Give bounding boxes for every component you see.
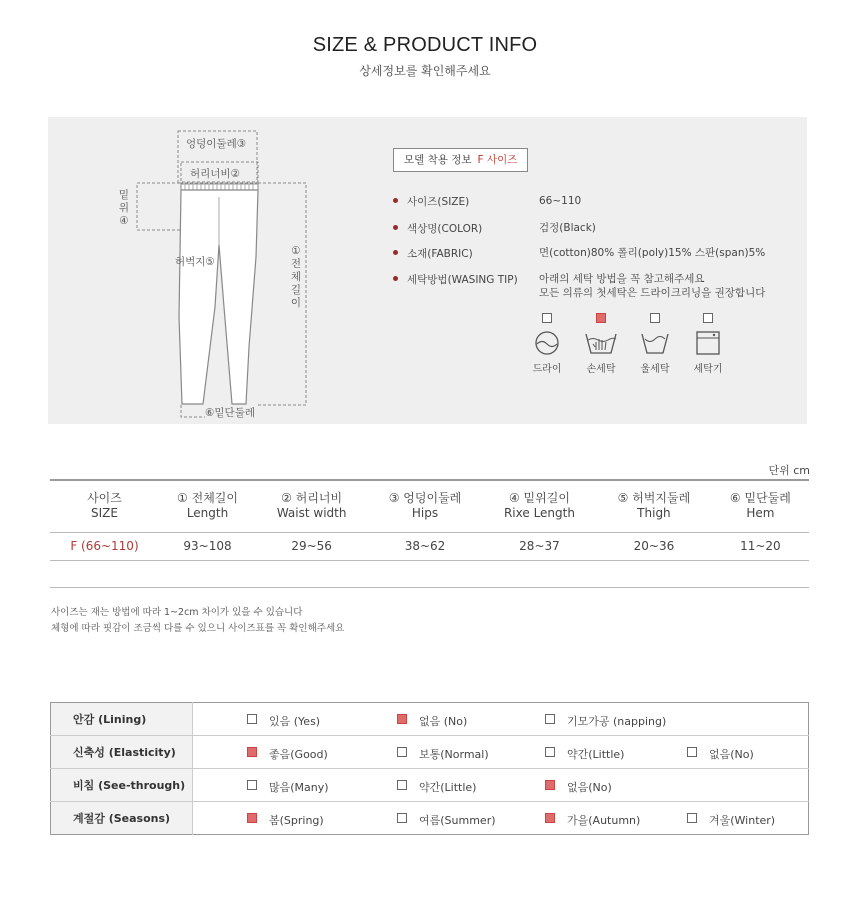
header-hips: ③ 엉덩이둘레 Hips [367, 480, 483, 532]
thigh-label: 허벅지⑤ [175, 256, 215, 268]
header-rise: ④ 밑위길이 Rixe Length [483, 480, 596, 532]
option-lining-no[interactable]: 없음 (No) [397, 713, 467, 729]
wash-hand [576, 313, 626, 375]
cell-hem: 11~20 [712, 532, 809, 560]
checkbox[interactable] [687, 747, 697, 757]
waist-label: 허리너비② [190, 168, 240, 180]
wash-label: 울세탁 [640, 364, 670, 375]
option-season-spring[interactable]: 봄(Spring) [247, 812, 324, 828]
washing-machine-icon [695, 330, 721, 356]
checkbox[interactable] [545, 813, 555, 823]
row-header: 신축성 (Elasticity) [51, 736, 193, 769]
cell-size: F (66~110) [50, 532, 159, 560]
option-season-autumn[interactable]: 가을(Autumn) [545, 812, 640, 828]
bullet-icon [393, 276, 398, 281]
cell-rise: 28~37 [483, 532, 596, 560]
note-measure: 사이즈는 재는 방법에 따라 1~2cm 차이가 있을 수 있습니다 [51, 607, 303, 618]
cell-length: 93~108 [159, 532, 256, 560]
wash-checkbox [650, 313, 660, 323]
size-table [50, 479, 809, 561]
option-elasticity-good[interactable]: 좋음(Good) [247, 746, 328, 762]
leggings-diagram [48, 117, 348, 424]
checkbox[interactable] [397, 747, 407, 757]
option-see-no[interactable]: 없음(No) [545, 779, 612, 795]
header-size: 사이즈 SIZE [50, 480, 159, 532]
info-value: 검정(Black) [539, 222, 596, 234]
wash-label: 세탁기 [693, 364, 723, 375]
checkbox[interactable] [247, 747, 257, 757]
wash-checkbox [542, 313, 552, 323]
fabric-row-elasticity [51, 736, 809, 769]
header-thigh: ⑤ 허벅지둘레 Thigh [596, 480, 712, 532]
header-hem: ⑥ 밑단둘레 Hem [712, 480, 809, 532]
row-header: 안감 (Lining) [51, 703, 193, 736]
model-info-label: 모델 착용 정보 [404, 154, 472, 166]
model-size: F 사이즈 [477, 154, 518, 166]
product-info-panel [48, 117, 807, 424]
option-elasticity-no[interactable]: 없음(No) [687, 746, 754, 762]
option-elasticity-little[interactable]: 약간(Little) [545, 746, 624, 762]
length-label: ① 전 체 길 이 [290, 245, 302, 309]
checkbox[interactable] [545, 714, 555, 724]
fabric-row-lining [51, 703, 809, 736]
dry-clean-icon [534, 330, 560, 356]
info-label: 세탁방법(WASING TIP) [407, 274, 518, 286]
option-see-little[interactable]: 약간(Little) [397, 779, 476, 795]
checkbox[interactable] [397, 780, 407, 790]
rise-label: 밑 위 ④ [118, 189, 130, 227]
bullet-icon [393, 198, 398, 203]
bullet-icon [393, 225, 398, 230]
checkbox[interactable] [545, 747, 555, 757]
checkbox[interactable] [247, 813, 257, 823]
cell-waist: 29~56 [256, 532, 367, 560]
option-elasticity-normal[interactable]: 보통(Normal) [397, 746, 489, 762]
info-value: 면(cotton)80% 폴리(poly)15% 스판(span)5% [539, 247, 766, 259]
divider [50, 587, 809, 588]
wash-machine [683, 313, 733, 375]
wool-wash-icon [640, 330, 670, 356]
wash-label: 드라이 [532, 364, 562, 375]
hips-label: 엉덩이둘레③ [186, 138, 247, 150]
wash-wool [630, 313, 680, 375]
page-subtitle: 상세정보를 확인해주세요 [359, 64, 491, 78]
table-row [50, 532, 809, 560]
option-season-winter[interactable]: 겨울(Winter) [687, 812, 775, 828]
unit-label: 단위 cm [768, 464, 810, 477]
option-lining-napping[interactable]: 기모가공 (napping) [545, 713, 666, 729]
header-waist: ② 허리너비 Waist width [256, 480, 367, 532]
checkbox[interactable] [687, 813, 697, 823]
hem-label: ⑥밑단둘레 [205, 407, 255, 419]
checkbox[interactable] [397, 714, 407, 724]
cell-thigh: 20~36 [596, 532, 712, 560]
header-length: ① 전체길이 Length [159, 480, 256, 532]
info-value: 66~110 [539, 195, 582, 207]
row-header: 계절감 (Seasons) [51, 802, 193, 835]
checkbox[interactable] [247, 714, 257, 724]
checkbox[interactable] [247, 780, 257, 790]
bullet-icon [393, 250, 398, 255]
cell-hips: 38~62 [367, 532, 483, 560]
note-fit: 체형에 따라 핏감이 조금씩 다를 수 있으니 사이즈표를 꼭 확인해주세요 [51, 623, 345, 634]
row-header: 비침 (See-through) [51, 769, 193, 802]
info-label: 소재(FABRIC) [407, 248, 473, 260]
option-see-many[interactable]: 많음(Many) [247, 779, 329, 795]
info-value: 아래의 세탁 방법을 꼭 참고해주세요 모든 의류의 첫세탁은 드라이크리닝을 권장합니다 [539, 273, 766, 299]
info-label: 색상명(COLOR) [407, 223, 483, 235]
hand-wash-icon [584, 330, 618, 356]
checkbox[interactable] [397, 813, 407, 823]
fabric-row-seasons [51, 802, 809, 835]
fabric-row-seethrough [51, 769, 809, 802]
wash-dry [522, 313, 572, 375]
size-table-header [50, 480, 809, 532]
wash-checkbox [703, 313, 713, 323]
option-lining-yes[interactable]: 있음 (Yes) [247, 713, 320, 729]
model-info-box [393, 148, 528, 172]
fabric-table [50, 702, 809, 835]
checkbox[interactable] [545, 780, 555, 790]
wash-label: 손세탁 [586, 364, 616, 375]
option-season-summer[interactable]: 여름(Summer) [397, 812, 496, 828]
wash-checkbox [596, 313, 606, 323]
info-label: 사이즈(SIZE) [407, 196, 470, 208]
page-title: SIZE & PRODUCT INFO [312, 34, 538, 56]
